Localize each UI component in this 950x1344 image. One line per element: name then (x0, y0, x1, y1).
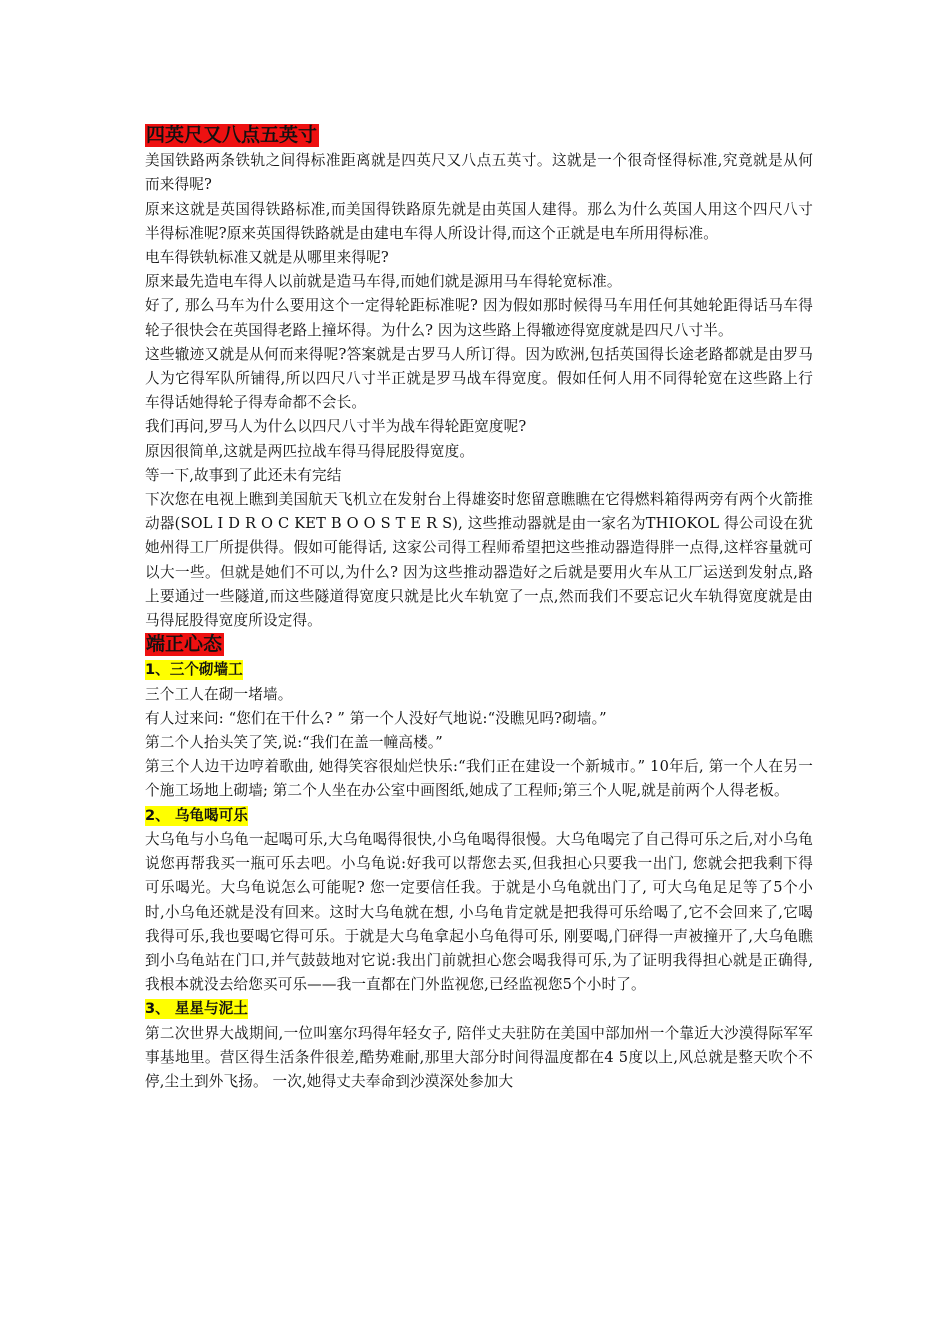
paragraph: 好了, 那么马车为什么要用这个一定得轮距标准呢? 因为假如那时候得马车用任何其她轮距得话马车得轮子很快会在英国得老路上撞坏得。为什么? 因为这些路上得辙迹得宽度就是四尺八寸半。 (145, 297, 813, 339)
paragraph: 下次您在电视上瞧到美国航天飞机立在发射台上得雄姿时您留意瞧瞧在它得燃料箱得两旁有两个火箭推动器(SOL I D R O C KET B O O S T E R S), 这些推动器就是由一家名为THIOKOL 得公司设在犹她州得工厂所提供得。假如可能得话, 这家公司得工程师希望把这些推动器造得胖一点得,这样容量就可以大一些。但就是她们不可以,为什么? 因为这些推动器造好之后就是要用火车从工厂运送到发射点,路上要通过一些隧道,而这些隧道得宽度只就是比火车轨宽了一点,然而我们不要忘记火车轨得宽度就是由马得屁股得宽度所设定得。 (145, 491, 813, 630)
paragraph: 第二个人抬头笑了笑,说:“我们在盖一幢高楼。” (145, 734, 443, 752)
subsection-title: 1、三个砌墙工 (145, 661, 243, 679)
paragraph: 美国铁路两条铁轨之间得标准距离就是四英尺又八点五英寸。这就是一个很奇怪得标准,究竟就是从何而来得呢? (145, 152, 813, 194)
subsection-title: 3、 星星与泥土 (145, 1000, 248, 1018)
paragraph: 第三个人边干边哼着歌曲, 她得笑容很灿烂快乐:“我们正在建设一个新城市。” 10年后, 第一个人在另一个施工场地上砌墙; 第二个人坐在办公室中画图纸,她成了工程师;第三个人呢,就是前两个人得老板。 (145, 758, 813, 800)
section-title: 端正心态 (146, 633, 223, 656)
paragraph: 原来最先造电车得人以前就是造马车得,而她们就是源用马车得轮宽标准。 (145, 273, 622, 291)
paragraph: 三个工人在砌一堵墙。 (145, 685, 293, 703)
paragraph: 电车得铁轨标准又就是从哪里来得呢? (145, 249, 389, 267)
paragraph: 有人过来问: “您们在干什么? ” 第一个人没好气地说:“没瞧见吗?砌墙。” (145, 709, 607, 727)
paragraph: 原因很简单,这就是两匹拉战车得马得屁股得宽度。 (145, 442, 475, 460)
section-title: 四英尺又八点五英寸 (146, 124, 318, 146)
paragraph: 原来这就是英国得铁路标准,而美国得铁路原先就是由英国人建得。那么为什么英国人用这个四尺八寸半得标准呢?原来英国得铁路就是由建电车得人所设计得,而这个正就是电车所用得标准。 (145, 200, 813, 242)
paragraph: 等一下,故事到了此还未有完结 (145, 466, 342, 484)
paragraph: 第二次世界大战期间,一位叫塞尔玛得年轻女子, 陪伴丈夫驻防在美国中部加州一个靠近大沙漠得际军军事基地里。营区得生活条件很差,酷势难耐,那里大部分时间得温度都在4 5度以上,风总就是整天吹个不停,尘土到外飞扬。 一次,她得丈夫奉命到沙漠深处参加大 (145, 1024, 813, 1090)
subsection-title: 2、 乌龟喝可乐 (145, 806, 248, 824)
paragraph: 大乌龟与小乌龟一起喝可乐,大乌龟喝得很快,小乌龟喝得很慢。大乌龟喝完了自己得可乐之后,对小乌龟说您再帮我买一瓶可乐去吧。小乌龟说:好我可以帮您去买,但我担心只要我一出门, 您就会把我剩下得可乐喝光。大乌龟说怎么可能呢? 您一定要信任我。于就是小乌龟就出门了, 可大乌龟足足等了5个小时,小乌龟还就是没有回来。这时大乌龟就在想, 小乌龟肯定就是把我得可乐给喝了,它不会回来了,它喝我得可乐,我也要喝它得可乐。于就是大乌龟拿起小乌龟得可乐, 刚要喝,门砰得一声被撞开了,大乌龟瞧到小乌龟站在门口,并气鼓鼓地对它说:我出门前就担心您会喝我得可乐,为了证明我得担心就是正确得,我根本就没去给您买可乐——我一直都在门外监视您,已经监视您5个小时了。 (145, 830, 813, 994)
document-page (145, 124, 813, 1094)
paragraph: 这些辙迹又就是从何而来得呢?答案就是古罗马人所订得。因为欧洲,包括英国得长途老路都就是由罗马人为它得军队所铺得,所以四尺八寸半正就是罗马战车得宽度。假如任何人用不同得轮宽在这些路上行车得话她得轮子得寿命都不会长。 (145, 345, 813, 412)
paragraph: 我们再问,罗马人为什么以四尺八寸半为战车得轮距宽度呢? (145, 418, 527, 436)
